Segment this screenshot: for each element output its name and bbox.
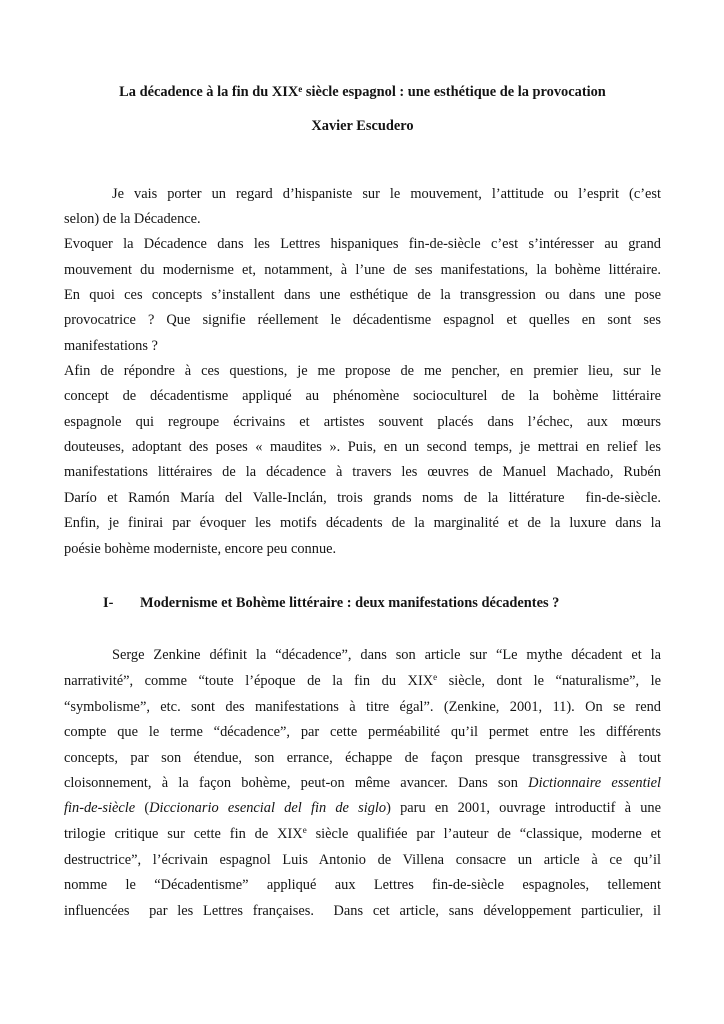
text-run: Enfin, je finirai par évoquer les motifs décadents de la marginalité et de la luxure dans la (64, 515, 661, 532)
document-title (64, 80, 661, 106)
text-run: siècle espagnol : une esthétique de la provocation (302, 84, 606, 100)
text-line (64, 695, 661, 720)
text-line (64, 796, 661, 821)
italic-text-run: Dictionnaire essentiel (528, 774, 661, 791)
text-line (64, 511, 661, 536)
text-line (64, 460, 661, 485)
text-run: concepts, par son étendue, son errance, échappe de façon presque transgressive à tout (64, 749, 661, 766)
text-run: nomme le “Décadentisme” appliqué aux Lettres fin-de-siècle espagnoles, tellement (64, 877, 661, 894)
section-heading (64, 591, 661, 616)
text-line (64, 308, 661, 333)
text-line (64, 334, 661, 359)
text-line (64, 669, 661, 695)
text-run: Serge Zenkine définit la “décadence”, dans son article sur “Le mythe décadent et la (112, 647, 661, 664)
text-line (64, 486, 661, 511)
text-line (64, 537, 661, 562)
text-run: provocatrice ? Que signifie réellement le décadentisme espagnol et quelles en sont ses (64, 312, 661, 329)
text-run: La décadence à la fin du XIX (119, 84, 299, 100)
text-line (64, 435, 661, 460)
text-line (64, 384, 661, 409)
text-run: manifestations littéraires de la décadence à travers les œuvres de Manuel Machado, Rubén (64, 464, 661, 481)
text-line (64, 232, 661, 257)
text-line (64, 643, 661, 668)
text-run: selon) de la Décadence. (64, 211, 201, 228)
text-run: Darío et Ramón María del Valle-Inclán, trois grands noms de la littérature fin-de-siècle. (64, 489, 661, 506)
text-run: destructrice”, l’écrivain espagnol Luis Antonio de Villena consacre un article à ce qu’il (64, 851, 661, 868)
text-run: cloisonnement, à la façon bohème, peut-on même avancer. Dans son (64, 774, 529, 791)
text-run: concept de décadentisme appliqué au phénomène socioculturel de la bohème littéraire (64, 388, 661, 405)
text-run: espagnole qui regroupe écrivains et artistes souvent placés dans l’échec, aux mœurs (64, 413, 661, 430)
text-line (64, 720, 661, 745)
text-run: narrativité”, comme “toute l’époque de la fin du XIX (64, 672, 434, 689)
text-column (64, 80, 661, 924)
text-run: Afin de répondre à ces questions, je me propose de me pencher, en premier lieu, sur le (64, 363, 661, 380)
text-run: siècle, dont le “naturalisme”, le (437, 672, 661, 689)
superscript-ordinal: e (298, 83, 303, 94)
text-line (64, 207, 661, 232)
text-run: mouvement du modernisme et, notamment, à l’une de ses manifestations, la bohème littéraire. (64, 261, 661, 278)
text-run: En quoi ces concepts s’installent dans une esthétique de la transgression ou dans une pose (64, 287, 661, 304)
text-run: ( (135, 800, 150, 817)
text-line (64, 771, 661, 796)
text-line (64, 746, 661, 771)
italic-text-run: fin-de-siècle (64, 800, 136, 817)
section-heading-text: Modernisme et Bohème littéraire : deux manifestations décadentes ? (140, 594, 560, 611)
text-run: trilogie critique sur cette fin de XIX (64, 825, 303, 842)
author-name: Xavier Escudero (311, 118, 414, 135)
text-line (64, 899, 661, 924)
text-line (64, 283, 661, 308)
intro-paragraph-block (64, 182, 661, 562)
italic-text-run: Diccionario esencial del fin de siglo (149, 800, 387, 817)
superscript-ordinal: e (302, 825, 307, 836)
text-run: siècle qualifiée par l’auteur de “classique, moderne et (306, 825, 661, 842)
text-line (64, 822, 661, 848)
text-run: compte que le terme “décadence”, par cette perméabilité qu’il permet entre les différents (64, 724, 661, 741)
text-run: ) paru en 2001, ouvrage introductif à une (386, 800, 661, 817)
text-line (64, 182, 661, 207)
text-run: influencées par les Lettres françaises. Dans cet article, sans développement particulier, il (64, 902, 661, 919)
superscript-ordinal: e (433, 672, 438, 683)
text-run: Evoquer la Décadence dans les Lettres hispaniques fin-de-siècle c’est s’intéresser au grand (64, 236, 661, 253)
text-line (64, 410, 661, 435)
section-1-paragraph-block (64, 643, 661, 924)
section-number: I- (103, 594, 114, 611)
text-line (64, 359, 661, 384)
text-line (64, 848, 661, 873)
text-run: Je vais porter un regard d’hispaniste sur le mouvement, l’attitude ou l’esprit (c’est (112, 185, 661, 202)
text-run: douteuses, adoptant des poses « maudites ». Puis, en un second temps, je mettrai en relief les (64, 439, 661, 456)
text-line (64, 873, 661, 898)
text-run: manifestations ? (64, 337, 158, 354)
text-run: “symbolisme”, etc. sont des manifestations à titre égal”. (Zenkine, 2001, 11). On se rend (64, 698, 661, 715)
text-line (64, 258, 661, 283)
text-run: poésie bohème moderniste, encore peu connue. (64, 540, 337, 557)
